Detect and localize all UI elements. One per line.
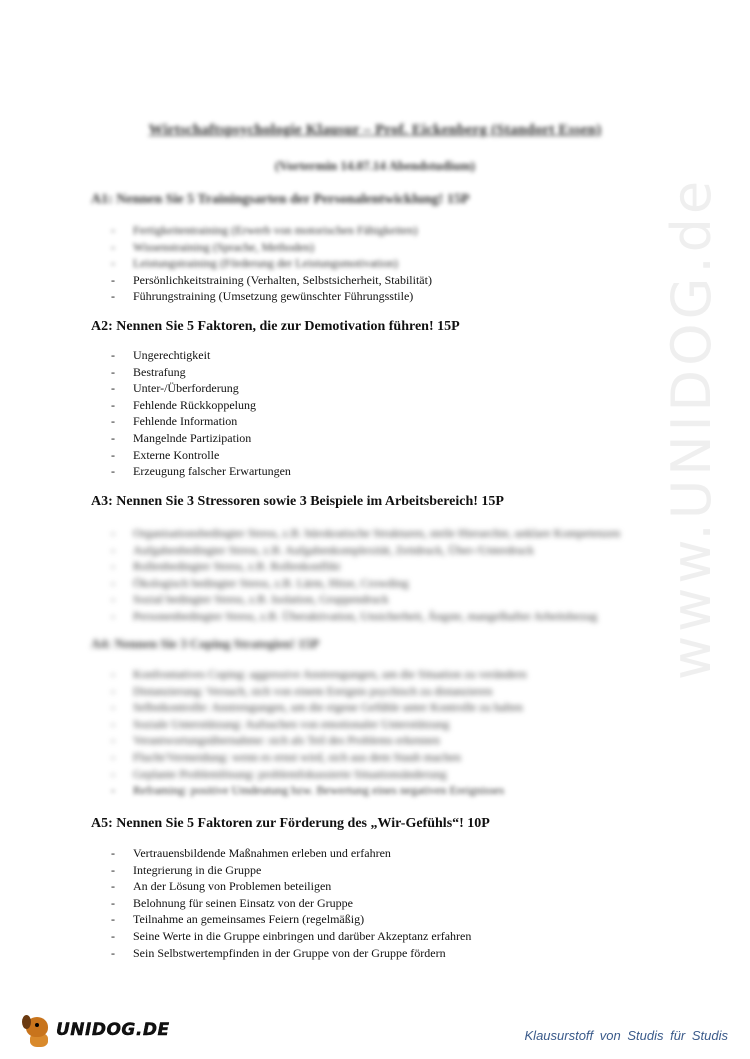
list-item: - Ökologisch bedingter Stress, z.B. Lärm, Hitze, Crowding — [111, 575, 409, 590]
section-heading-a1: A1: Nennen Sie 5 Trainingsarten der Personalentwicklung! 15P — [91, 192, 470, 207]
document-subtitle: (Vortermin 14.07.14 Abendstudium) — [274, 158, 476, 173]
list-item: - Organisationsbedingter Stress, z.B. bürokratische Strukturen, steile Hierarchie, unklare Kompetenzen — [111, 526, 621, 540]
section-heading-a3: A3: Nennen Sie 3 Stressoren sowie 3 Beispiele im Arbeitsbereich! 15P — [91, 494, 504, 509]
section-list-a1 — [111, 222, 432, 305]
list-item: - Geplante Problemlösung: problemfokussierte Situationsänderung — [111, 766, 447, 781]
section-heading-a4: A4: Nennen Sie 3 Coping Strategien! 15P — [91, 636, 320, 651]
list-item: - Distanzierung: Versuch, sich von einem Ereignis psychisch zu distanzieren — [111, 683, 493, 698]
list-item: - Rollenbedingter Stress, z.B. Rollenkonflikt — [111, 559, 341, 574]
list-item: - Teilnahme an gemeinsames Feiern (regelmäßig) — [111, 912, 365, 927]
list-item: - Fehlende Rückkoppelung — [111, 397, 256, 412]
list-item: - Vertrauensbildende Maßnahmen erleben und erfahren — [111, 846, 391, 860]
list-item: - Sozial bedingter Stress, z.B. Isolation, Gruppendruck — [111, 592, 389, 607]
list-item: - Seine Werte in die Gruppe einbringen und darüber Akzeptanz erfahren — [111, 928, 472, 943]
list-item: - Fertigkeitentraining (Erwerb von motorischen Fähigkeiten) — [111, 223, 418, 237]
section-list-a5 — [111, 845, 471, 961]
list-item: - Unter-/Überforderung — [111, 381, 239, 396]
section-heading-a2: A2: Nennen Sie 5 Faktoren, die zur Demotivation führen! 15P — [91, 319, 460, 334]
section-list-a3 — [111, 525, 620, 625]
watermark: www.UNIDOG.de — [660, 176, 723, 680]
unidog-logo — [22, 1010, 170, 1050]
list-item: - Mangelnde Partizipation — [111, 430, 252, 445]
list-item: - Wissenstraining (Sprache, Methoden) — [111, 239, 315, 254]
footer-tagline: Klausurstoff von Studis für Studis — [524, 1028, 728, 1043]
list-item: - Belohnung für seinen Einsatz von der Gruppe — [111, 895, 353, 910]
list-item: - Fehlende Information — [111, 414, 238, 429]
list-item: - An der Lösung von Problemen beteiligen — [111, 879, 332, 894]
list-item: - Integrierung in die Gruppe — [111, 862, 262, 877]
list-item: - Konfrontatives Coping: aggressive Anstrengungen, um die Situation zu verändern — [111, 667, 527, 681]
list-item: - Reframing: positive Umdeutung bzw. Bewertung eines negativen Ereignisses — [111, 783, 505, 798]
list-item: - Verantwortungsübernahme: sich als Teil des Problems erkennen — [111, 733, 440, 748]
list-item: - Personenbedingter Stress, z.B. Überaktivation, Unsicherheit, Ängste, mangelhafter Arbeitsbezug — [111, 608, 598, 623]
list-item: - Bestrafung — [111, 364, 186, 379]
list-item: - Persönlichkeitstraining (Verhalten, Selbstsicherheit, Stabilität) — [111, 272, 432, 287]
section-heading-a5: A5: Nennen Sie 5 Faktoren zur Förderung des „Wir-Gefühls“! 10P — [91, 816, 490, 831]
list-item: - Selbstkontrolle: Anstrengungen, um die eigene Gefühle unter Kontrolle zu halten — [111, 700, 523, 715]
section-list-a4 — [111, 666, 527, 799]
list-item: - Ungerechtigkeit — [111, 348, 211, 362]
list-item: - Externe Kontrolle — [111, 447, 220, 462]
list-item: - Soziale Unterstützung: Aufsuchen von emotionaler Unterstützung — [111, 716, 450, 731]
list-item: - Aufgabenbedingter Stress, z.B. Aufgabenkomplexität, Zeitdruck, Über-/Unterdruck — [111, 542, 534, 557]
list-item: - Leistungstraining (Förderung der Leistungsmotivation) — [111, 256, 398, 271]
list-item: - Erzeugung falscher Erwartungen — [111, 464, 291, 479]
dog-mascot-icon — [22, 1013, 52, 1047]
section-list-a2 — [111, 347, 291, 480]
logo-text: UNIDOG.DE — [56, 1020, 170, 1040]
list-item: - Sein Selbstwertempfinden in der Gruppe von der Gruppe fördern — [111, 945, 446, 960]
document-title: Wirtschaftspsychologie Klausur – Prof. Eickenberg (Standort Essen) — [148, 122, 602, 138]
list-item: - Führungstraining (Umsetzung gewünschter Führungsstile) — [111, 289, 414, 304]
list-item: - Flucht/Vermeidung: wenn es ernst wird, sich aus dem Staub machen — [111, 749, 461, 764]
